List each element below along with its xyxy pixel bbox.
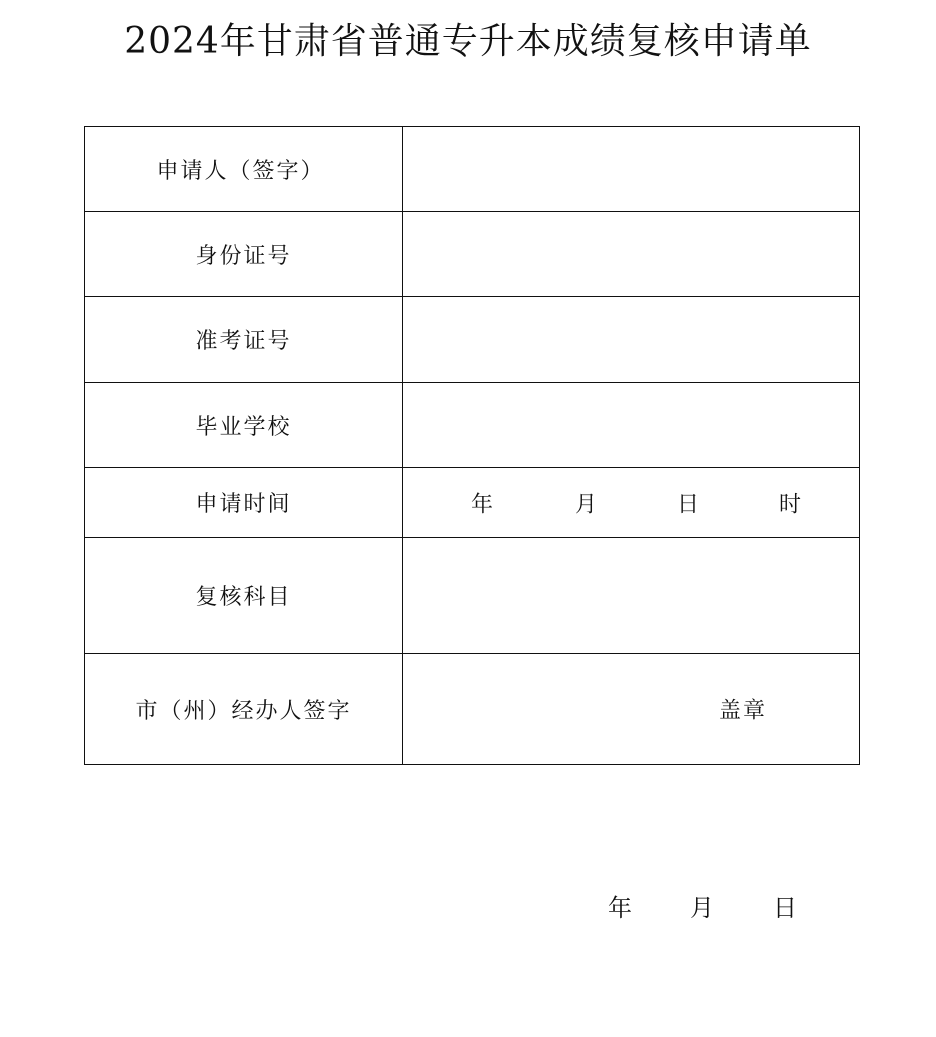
month-unit: 月: [575, 492, 598, 517]
officer-label: 市（州）经办人签字: [85, 654, 403, 765]
application-form-table: [84, 126, 860, 765]
apply-time-label: 申请时间: [85, 468, 403, 538]
id-number-field[interactable]: [403, 212, 860, 297]
row-id-number: [85, 212, 860, 297]
seal-label: 盖章: [719, 698, 768, 724]
exam-number-field[interactable]: [403, 297, 860, 383]
subjects-label: 复核科目: [85, 538, 403, 654]
footer-year-unit: 年: [608, 894, 632, 922]
day-unit: 日: [677, 492, 700, 517]
hour-unit: 时: [779, 492, 802, 517]
row-subjects: [85, 538, 860, 654]
officer-signature-field[interactable]: [403, 654, 860, 765]
footer-month-unit: 月: [690, 894, 714, 922]
year-unit: 年: [471, 492, 494, 517]
applicant-label: 申请人（签字）: [85, 127, 403, 212]
row-officer: [85, 654, 860, 765]
exam-number-label: 准考证号: [85, 297, 403, 383]
row-exam-number: [85, 297, 860, 383]
row-applicant: [85, 127, 860, 212]
apply-time-field[interactable]: [403, 468, 860, 538]
id-number-label: 身份证号: [85, 212, 403, 297]
school-label: 毕业学校: [85, 383, 403, 468]
subjects-field[interactable]: [403, 538, 860, 654]
row-school: [85, 383, 860, 468]
school-field[interactable]: [403, 383, 860, 468]
row-apply-time: [85, 468, 860, 538]
form-title: 2024年甘肃省普通专升本成绩复核申请单: [124, 21, 812, 62]
applicant-signature-field[interactable]: [403, 127, 860, 212]
footer-day-unit: 日: [773, 894, 797, 922]
